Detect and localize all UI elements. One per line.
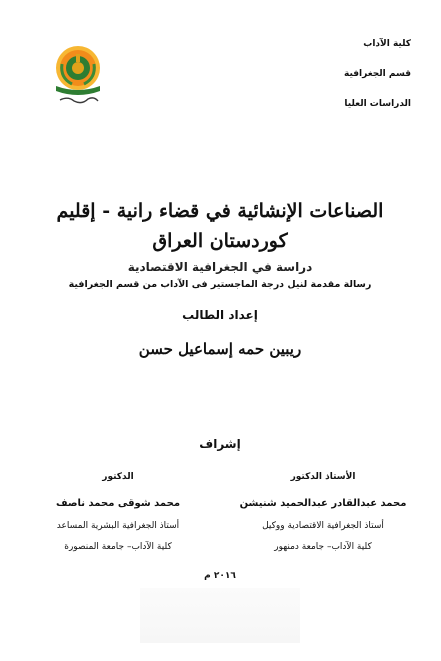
emblem-center-icon — [72, 62, 84, 74]
emblem-torch-icon — [76, 54, 80, 62]
department-label: قسم الجغرافية — [344, 69, 411, 79]
footer-shade — [140, 588, 300, 643]
supervisor-1-rank: الأستاذ الدكتور — [290, 472, 356, 482]
thesis-subtitle: دراسة في الجغرافية الاقتصادية — [127, 260, 313, 274]
supervisor-1 — [233, 472, 413, 554]
thesis-title-line-1: الصناعات الإنشائية في قضاء رانية - إقليم — [56, 200, 384, 222]
university-logo — [50, 44, 106, 106]
supervisor-2 — [28, 472, 208, 554]
supervisor-2-institution: كلية الآداب– جامعة المنصورة — [64, 542, 172, 552]
supervisor-1-position: أستاذ الجغرافية الاقتصادية ووكيل — [262, 521, 384, 531]
university-seal-icon — [50, 44, 106, 106]
studies-label: الدراسات العليا — [344, 99, 411, 109]
degree-statement: رسالة مقدمة لنيل درجة الماجستير فى الآداب من قسم الجغرافية — [68, 279, 372, 290]
supervisor-1-institution: كلية الآداب– جامعة دمنهور — [274, 542, 372, 552]
prepared-by-label: إعداد الطالب — [182, 308, 258, 322]
supervisor-2-rank: الدكتور — [102, 472, 134, 482]
institution-header — [291, 40, 411, 130]
submission-year: ٢٠١٦ م — [204, 571, 236, 581]
faculty-label: كلية الآداب — [363, 39, 411, 49]
supervisor-2-position: أستاذ الجغرافية البشرية المساعد — [56, 521, 180, 531]
thesis-title-block — [20, 196, 420, 274]
seal-calligraphy-icon — [60, 98, 98, 103]
supervisor-1-name: محمد عبدالقادر عبدالحميد شنيشن — [239, 498, 407, 509]
supervision-label: إشراف — [199, 437, 241, 451]
supervisor-2-name: محمد شوقى محمد ناصف — [55, 498, 181, 509]
student-name: ريبين حمه إسماعيل حسن — [138, 340, 302, 358]
thesis-title-line-2: كوردستان العراق — [152, 230, 288, 252]
